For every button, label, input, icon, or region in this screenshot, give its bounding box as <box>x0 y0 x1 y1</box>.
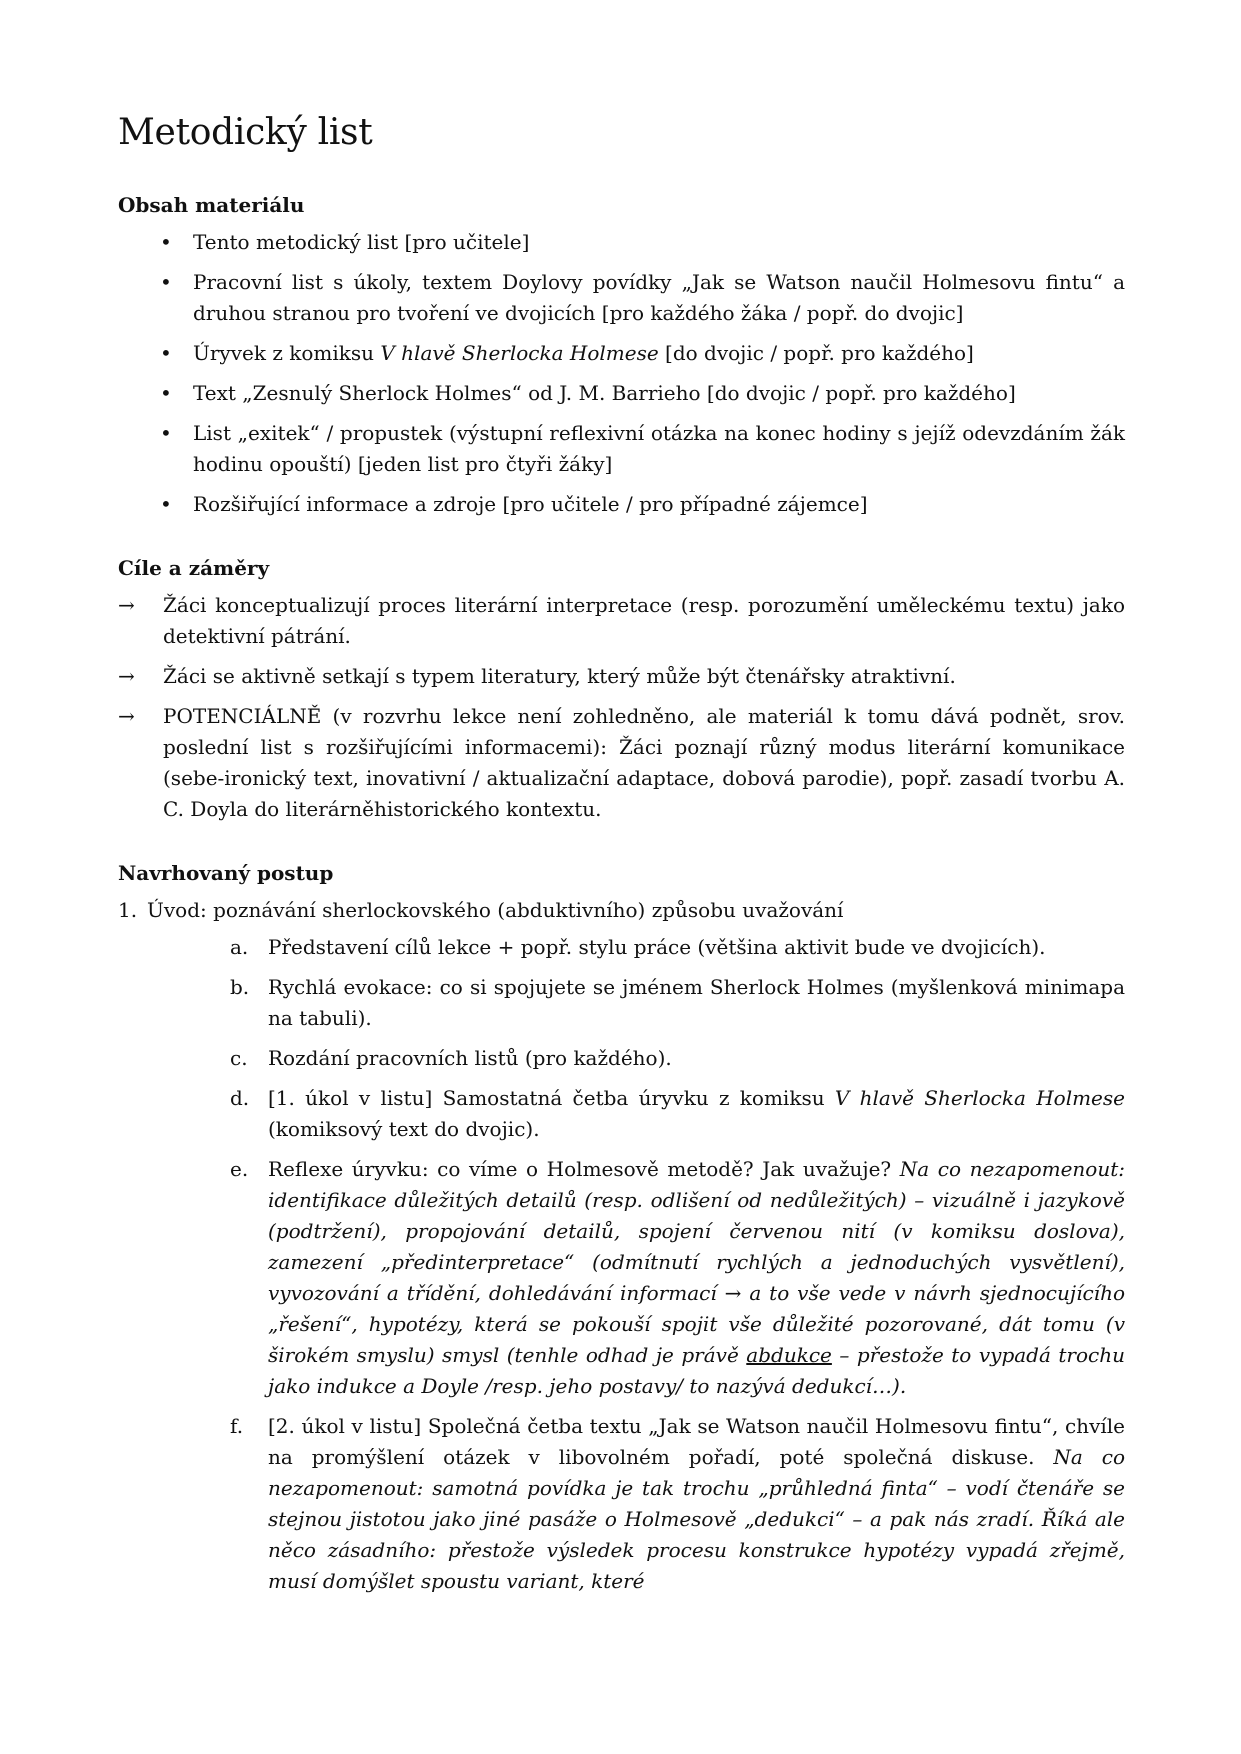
bullet-icon: • <box>160 270 172 294</box>
section-heading-cile: Cíle a záměry <box>118 556 270 580</box>
teacher-note: Na co nezapomenout: samotná povídka je tak trochu „průhledná finta“ – vodí čtenáře se stejnou jistotou jako jiné pasáže o Holmesově „dedukci“ – a pak nás zradí. Říká ale něco zásadního: přestože výsledek procesu konstrukce hypotézy vypadá zřejmě, musí domýšlet spoustu variant, které <box>268 1445 1125 1593</box>
bullet-icon: • <box>160 492 172 516</box>
step-number: 1. <box>118 898 138 922</box>
comic-title: V hlavě Sherlocka Holmese <box>380 341 659 365</box>
bullet-icon: • <box>160 381 172 405</box>
step-text: Úvod: poznávání sherlockovského (abduktivního) způsobu uvažování <box>147 898 844 922</box>
substep-item: a. Představení cílů lekce + popř. stylu práce (většina aktivit bude ve dvojicích). <box>230 935 1046 959</box>
section-cile <box>118 556 1125 825</box>
list-item: • Text „Zesnulý Sherlock Holmes“ od J. M. Barrieho [do dvojic / popř. pro každého] <box>118 378 1125 409</box>
step-item <box>118 895 1125 926</box>
comic-title: V hlavě Sherlocka Holmese <box>834 1086 1125 1110</box>
list-item: → Žáci se aktivně setkají s typem literatury, který může být čtenářsky atraktivní. <box>118 661 1125 692</box>
substep-item: f. [2. úkol v listu] Společná četba textu „Jak se Watson naučil Holmesovu fintu“, chvíle na promýšlení otázek v libovolném pořadí, poté společná diskuse. Na co nezapomenout: samotná povídka je tak trochu „průhledná finta“ – vodí čtenáře se stejnou jistotou jako jiné pasáže o Holmesově „dedukci“ – a pak nás zradí. Říká ale něco zásadního: přestože výsledek procesu konstrukce hypotézy vypadá zřejmě, musí domýšlet spoustu variant, které <box>230 1414 1125 1593</box>
section-heading-postup: Navrhovaný postup <box>118 861 334 885</box>
list-item: → POTENCIÁLNĚ (v rozvrhu lekce není zohledněno, ale materiál k tomu dává podnět, srov. poslední list s rozšiřujícími informacemi): Žáci poznají různý modus literární komunikace (sebe-ironický text, inovativní / aktualizační adaptace, dobová parodie), popř. zasadí tvorbu A. C. Doyla do literárněhistorického kontextu. <box>118 701 1125 825</box>
key-term: abdukce <box>746 1343 832 1367</box>
bullet-icon: • <box>160 341 172 365</box>
substep-item: b. Rychlá evokace: co si spojujete se jménem Sherlock Holmes (myšlenková minimapa na tabuli). <box>230 975 1125 1030</box>
bullet-icon: • <box>160 230 172 254</box>
cile-list <box>118 590 1125 825</box>
substep-list <box>118 932 1125 1597</box>
obsah-list <box>118 227 1125 520</box>
teacher-note: Na co nezapomenout: identifikace důležitých detailů (resp. odlišení od nedůležitých) – vizuálně i jazykově (podtržení), propojování detailů, spojení červenou nití (v komiksu doslova), zamezení „předinterpretace“ (odmítnutí rychlých a jednoduchých vysvětlení), vyvozování a třídění, dohledávání informací → a to vše vede v návrh sjednocujícího „řešení“, hypotézy, která se pokouší spojit vše důležité pozorované, dát tomu (v širokém smyslu) smysl (tenhle odhad je právě <box>268 1157 1125 1367</box>
list-item: • Úryvek z komiksu V hlavě Sherlocka Holmese [do dvojic / popř. pro každého] <box>118 338 1125 369</box>
list-item: • Pracovní list s úkoly, textem Doylovy povídky „Jak se Watson naučil Holmesovu fintu“ a druhou stranou pro tvoření ve dvojicích [pro každého žáka / popř. do dvojic] <box>118 267 1125 329</box>
list-item: • Rozšiřující informace a zdroje [pro učitele / pro případné zájemce] <box>118 489 1125 520</box>
substep-item: d. [1. úkol v listu] Samostatná četba úryvku z komiksu V hlavě Sherlocka Holmese (komiksový text do dvojic). <box>230 1086 1125 1141</box>
substep-item: e. Reflexe úryvku: co víme o Holmesově metodě? Jak uvažuje? Na co nezapomenout: identifikace důležitých detailů (resp. odlišení od nedůležitých) – vizuálně i jazykově (podtržení), propojování detailů, spojení červenou nití (v komiksu doslova), zamezení „předinterpretace“ (odmítnutí rychlých a jednoduchých vysvětlení), vyvozování a třídění, dohledávání informací → a to vše vede v návrh sjednocujícího „řešení“, hypotézy, která se pokouší spojit vše důležité pozorované, dát tomu (v širokém smyslu) smysl (tenhle odhad je právě abdukce – přestože to vypadá trochu jako indukce a Doyle /resp. jeho postavy/ to nazývá dedukcí…). <box>230 1157 1125 1398</box>
list-item: → Žáci konceptualizují proces literární interpretace (resp. porozumění uměleckému textu) jako detektivní pátrání. <box>118 590 1125 652</box>
substep-item: c. Rozdání pracovních listů (pro každého). <box>230 1046 672 1070</box>
arrow-right-icon: → <box>118 664 135 688</box>
teacher-note-cont: – přestože to vypadá trochu jako indukce a Doyle /resp. jeho postavy/ to nazývá dedukcí…). <box>268 1343 1125 1398</box>
list-item: • Tento metodický list [pro učitele] <box>118 227 1125 258</box>
list-item: • List „exitek“ / propustek (výstupní reflexivní otázka na konec hodiny s jejíž odevzdáním žák hodinu opouští) [jeden list pro čtyři žáky] <box>118 418 1125 480</box>
section-postup <box>118 861 1125 1597</box>
page-title: Metodický list <box>118 112 373 153</box>
section-obsah <box>118 193 1125 520</box>
section-heading-obsah: Obsah materiálu <box>118 193 305 217</box>
bullet-icon: • <box>160 421 172 445</box>
arrow-right-icon: → <box>118 593 135 617</box>
arrow-right-icon: → <box>118 704 135 728</box>
